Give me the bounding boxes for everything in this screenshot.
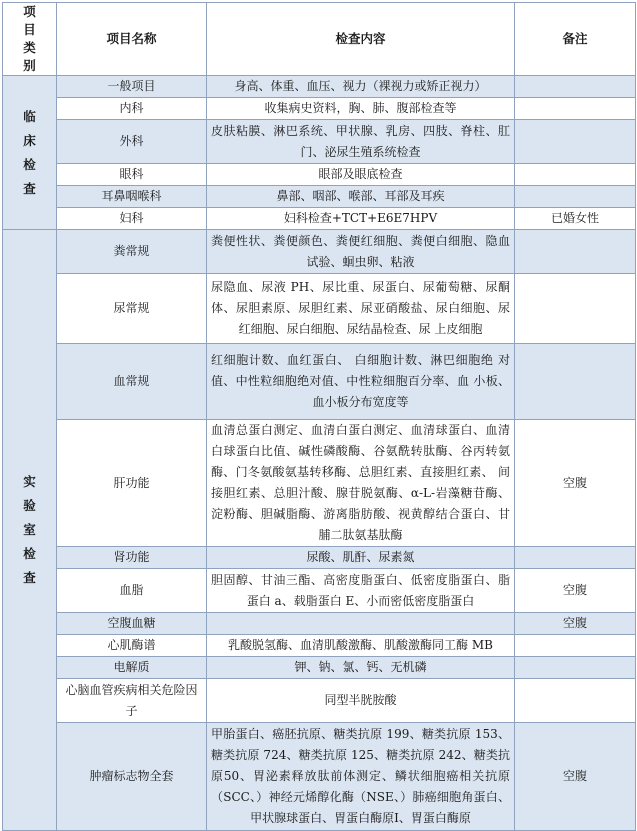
header-note: 备注 xyxy=(515,3,636,76)
item-name-cell: 血脂 xyxy=(57,569,207,613)
exam-content-cell: 皮肤粘膜、淋巴系统、甲状腺、乳房、四肢、脊柱、肛门、泌尿生殖系统检查 xyxy=(207,120,515,164)
table-header-row xyxy=(3,3,636,76)
table-row xyxy=(3,569,636,613)
table-row xyxy=(3,76,636,98)
item-name-cell: 心脑血管疾病相关危险因子 xyxy=(57,679,207,723)
item-name-cell: 血常规 xyxy=(57,344,207,420)
note-cell: 空腹 xyxy=(515,569,636,613)
table-row xyxy=(3,98,636,120)
header-category: 项目类别 xyxy=(3,3,57,76)
item-name-cell: 耳鼻咽喉科 xyxy=(57,186,207,208)
note-cell xyxy=(515,274,636,344)
note-cell xyxy=(515,547,636,569)
exam-content-cell: 身高、体重、血压、视力（裸视力或矫正视力） xyxy=(207,76,515,98)
table-row xyxy=(3,186,636,208)
item-name-cell: 肝功能 xyxy=(57,420,207,547)
table-row xyxy=(3,344,636,420)
item-name-cell: 空腹血糖 xyxy=(57,613,207,635)
table-row xyxy=(3,274,636,344)
exam-content-cell: 血清总蛋白测定、血清白蛋白测定、血清球蛋白、血清白球蛋白比值、碱性磷酸酶、谷氨酰转肽酶、谷丙转氨酶、门冬氨酸氨基转移酶、总胆红素、直接胆红素、 间接胆红素、总胆汁酸、腺苷脱氨酶、α-L-岩藻糖苷酶、淀粉酶、胆碱脂酶、游离脂肪酸、视黄醇结合蛋白、甘脯二肽氨基肽酶 xyxy=(207,420,515,547)
item-name-cell: 粪常规 xyxy=(57,230,207,274)
category-label: 实验室检查 xyxy=(23,474,36,585)
item-name-cell: 肾功能 xyxy=(57,547,207,569)
table-row xyxy=(3,208,636,230)
exam-content-cell: 甲胎蛋白、癌胚抗原、糖类抗原 199、糖类抗原 153、糖类抗原 724、糖类抗原 125、糖类抗原 242、糖类抗原50、胃泌素释放肽前体测定、鳞状细胞癌相关抗原（SCC、）神经元烯醇化酶（NSE、）肺癌细胞角蛋白、甲状腺球蛋白、胃蛋白酶原Ⅰ、胃蛋白酶原 xyxy=(207,723,515,831)
exam-content-cell: 眼部及眼底检查 xyxy=(207,164,515,186)
note-cell xyxy=(515,164,636,186)
note-cell: 空腹 xyxy=(515,420,636,547)
exam-content-cell: 尿酸、肌酐、尿素氮 xyxy=(207,547,515,569)
note-cell xyxy=(515,76,636,98)
exam-content-cell xyxy=(207,613,515,635)
item-name-cell: 妇科 xyxy=(57,208,207,230)
exam-content-cell: 同型半胱胺酸 xyxy=(207,679,515,723)
item-name-cell: 一般项目 xyxy=(57,76,207,98)
exam-content-cell: 钾、钠、氯、钙、无机磷 xyxy=(207,657,515,679)
exam-content-cell: 尿隐血、尿液 PH、尿比重、尿蛋白、尿葡萄糖、尿酮体、尿胆素原、尿胆红素、尿亚硝酸盐、尿白细胞、尿红细胞、尿白细胞、尿结晶检查、尿 上皮细胞 xyxy=(207,274,515,344)
note-cell xyxy=(515,344,636,420)
table-row xyxy=(3,613,636,635)
exam-content-cell: 乳酸脱氢酶、血清肌酸激酶、肌酸激酶同工酶 MB xyxy=(207,635,515,657)
item-name-cell: 电解质 xyxy=(57,657,207,679)
note-cell: 空腹 xyxy=(515,613,636,635)
item-name-cell: 心肌酶谱 xyxy=(57,635,207,657)
note-cell xyxy=(515,186,636,208)
note-cell xyxy=(515,230,636,274)
exam-content-cell: 鼻部、咽部、喉部、耳部及耳疾 xyxy=(207,186,515,208)
exam-content-cell: 粪便性状、粪便颜色、粪便红细胞、粪便白细胞、隐血试验、蛔虫卵、粘液 xyxy=(207,230,515,274)
table-row xyxy=(3,230,636,274)
table-row xyxy=(3,657,636,679)
category-label: 临床检查 xyxy=(23,108,36,196)
item-name-cell: 外科 xyxy=(57,120,207,164)
header-content: 检查内容 xyxy=(207,3,515,76)
header-item: 项目名称 xyxy=(57,3,207,76)
note-cell xyxy=(515,679,636,723)
note-cell xyxy=(515,635,636,657)
exam-items-table xyxy=(2,2,636,831)
table-row xyxy=(3,635,636,657)
table-row xyxy=(3,723,636,831)
category-cell xyxy=(3,230,57,831)
table-body xyxy=(3,76,636,831)
note-cell xyxy=(515,657,636,679)
note-cell: 空腹 xyxy=(515,723,636,831)
note-cell xyxy=(515,120,636,164)
note-cell xyxy=(515,98,636,120)
table-row xyxy=(3,679,636,723)
exam-content-cell: 胆固醇、甘油三酯、高密度脂蛋白、低密度脂蛋白、脂蛋白 a、载脂蛋白 E、小而密低密度脂蛋白 xyxy=(207,569,515,613)
table-row xyxy=(3,547,636,569)
exam-content-cell: 妇科检查+TCT+E6E7HPV xyxy=(207,208,515,230)
exam-content-cell: 红细胞计数、血红蛋白、 白细胞计数、淋巴细胞绝 对值、中性粒细胞绝对值、中性粒细胞百分率、血 小板、血小板分布宽度等 xyxy=(207,344,515,420)
note-cell: 已婚女性 xyxy=(515,208,636,230)
category-cell xyxy=(3,76,57,230)
table-row xyxy=(3,120,636,164)
exam-content-cell: 收集病史资料，胸、肺、腹部检查等 xyxy=(207,98,515,120)
item-name-cell: 尿常规 xyxy=(57,274,207,344)
table-row xyxy=(3,164,636,186)
item-name-cell: 肿瘤标志物全套 xyxy=(57,723,207,831)
table-row xyxy=(3,420,636,547)
item-name-cell: 内科 xyxy=(57,98,207,120)
item-name-cell: 眼科 xyxy=(57,164,207,186)
